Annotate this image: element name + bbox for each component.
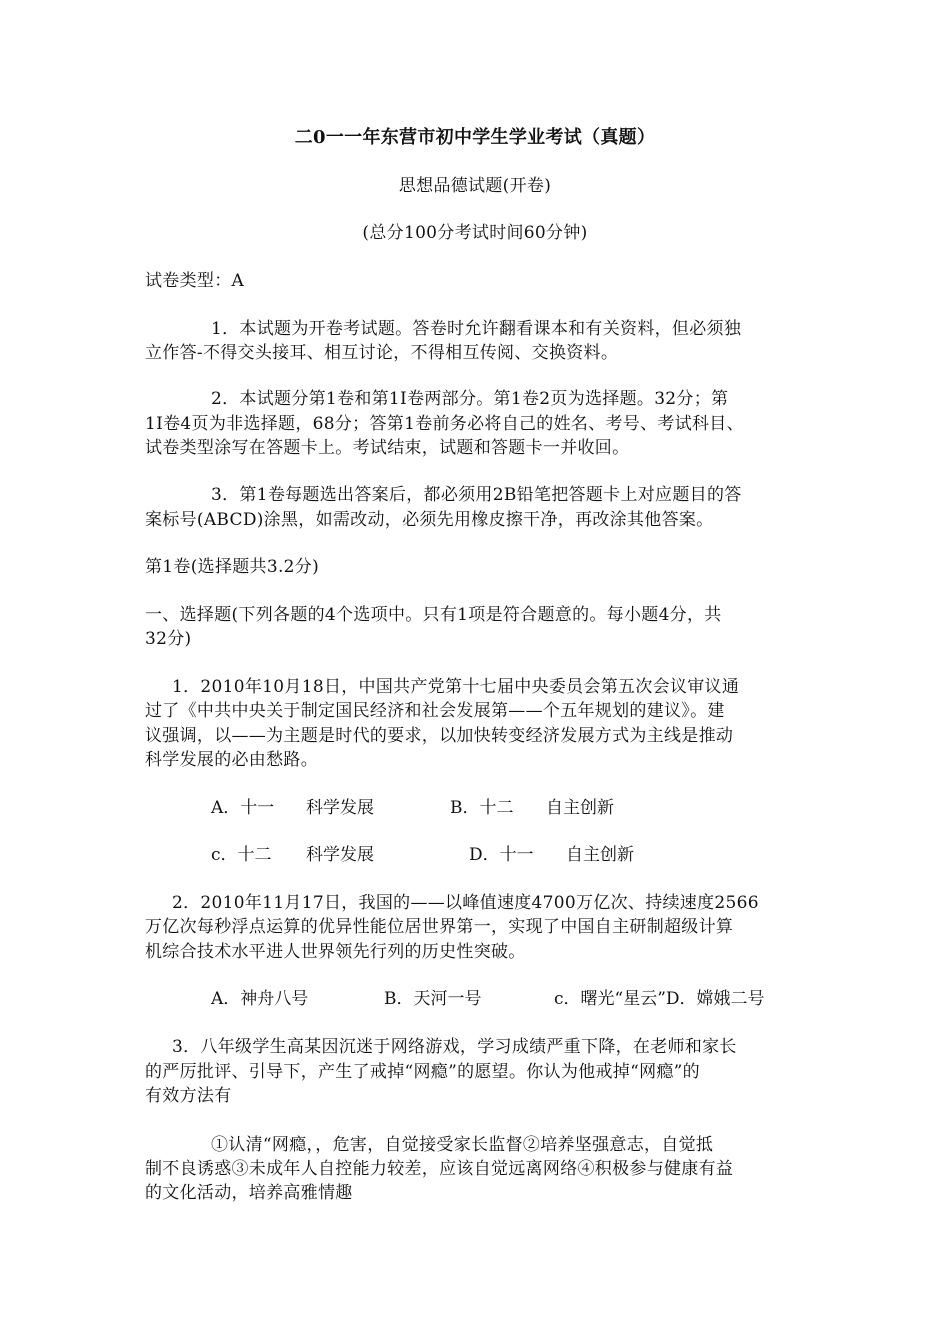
q3-statement-line-1: ①认清“网瘾，，危害，自觉接受家长监督②培养坚强意志，自觉抵 bbox=[211, 1135, 714, 1155]
q1-option-d-text: 自主创新 bbox=[566, 845, 634, 865]
volume-heading: 第1卷(选择题共3.2分) bbox=[145, 557, 320, 577]
instruction-1-line-1: 1．本试题为开卷考试题。答卷时允许翻看课本和有关资料，但必须独 bbox=[211, 319, 742, 339]
exam-score-time: (总分100分考试时间60分钟) bbox=[362, 223, 588, 243]
q1-option-c: c．十二 bbox=[211, 845, 272, 865]
q3-statement-line-2: 制不良诱惑③未成年人自控能力较差，应该自觉远离网络④积极参与健康有益 bbox=[145, 1159, 734, 1179]
q1-option-c-text: 科学发展 bbox=[306, 845, 374, 865]
instruction-2-line-2: 1I卷4页为非选择题，68分；答第1卷前务必将自己的姓名、考号、考试科目、 bbox=[145, 414, 744, 434]
q2-option-cd: c．曙光“星云”D．嫦娥二号 bbox=[554, 989, 765, 1009]
q2-option-b: B．天河一号 bbox=[384, 989, 482, 1009]
instruction-3-line-2: 案标号(ABCD)涂黑，如需改动，必须先用橡皮擦干净，再改涂其他答案。 bbox=[145, 510, 714, 530]
question-1-line-1: 1．2010年10月18日，中国共产党第十七届中央委员会第五次会议审议通 bbox=[172, 677, 740, 697]
q2-option-a: A．神舟八号 bbox=[211, 989, 309, 1009]
q3-statement-line-3: 的文化活动，培养高雅情趣 bbox=[145, 1183, 353, 1203]
question-3-line-2: 的严厉批评、引导下，产生了戒掉“网瘾”的愿望。你认为他戒掉“网瘾”的 bbox=[145, 1062, 700, 1082]
q1-option-a: A．十一 bbox=[211, 798, 275, 818]
paper-type: 试卷类型：A bbox=[145, 271, 245, 291]
exam-title: 二0一一年东营市初中学生学业考试（真题） bbox=[294, 127, 656, 148]
question-2-line-2: 万亿次每秒浮点运算的优异性能位居世界第一，实现了中国自主研制超级计算 bbox=[145, 917, 734, 937]
question-2-line-1: 2．2010年11月17日，我国的——以峰值速度4700万亿次、持续速度2566 bbox=[172, 893, 759, 913]
instruction-2-line-1: 2．本试题分第1卷和第1I卷两部分。第1卷2页为选择题。32分；第 bbox=[211, 389, 729, 409]
instruction-3-line-1: 3．第1卷每题选出答案后，都必须用2B铅笔把答题卡上对应题目的答 bbox=[211, 485, 742, 505]
section-heading-line-1: 一、选择题(下列各题的4个选项中。只有1项是符合题意的。每小题4分，共 bbox=[145, 605, 722, 625]
question-1-line-3: 议强调，以——为主题是时代的要求，以加快转变经济发展方式为主线是推动 bbox=[145, 726, 734, 746]
question-3-line-1: 3．八年级学生高某因沉迷于网络游戏，学习成绩严重下降，在老师和家长 bbox=[172, 1037, 737, 1057]
question-1-line-2: 过了《中共中央关于制定国民经济和社会发展第——个五年规划的建议》。建 bbox=[145, 701, 725, 721]
question-3-line-3: 有效方法有 bbox=[145, 1086, 232, 1106]
q1-option-b-text: 自主创新 bbox=[546, 798, 614, 818]
instruction-1-line-2: 立作答-不得交头接耳、相互讨论，不得相互传阅、交换资料。 bbox=[145, 343, 619, 363]
q1-option-a-text: 科学发展 bbox=[306, 798, 374, 818]
question-1-line-4: 科学发展的必由愁路。 bbox=[145, 750, 318, 770]
section-heading-line-2: 32分) bbox=[145, 629, 192, 649]
exam-subject: 思想品德试题(开卷) bbox=[398, 176, 552, 196]
q1-option-b: B．十二 bbox=[450, 798, 514, 818]
question-2-line-3: 机综合技术水平进人世界领先行列的历史性突破。 bbox=[145, 942, 526, 962]
instruction-2-line-3: 试卷类型涂写在答题卡上。考试结束，试题和答题卡一并收回。 bbox=[145, 438, 630, 458]
q1-option-d: D．十一 bbox=[469, 845, 534, 865]
